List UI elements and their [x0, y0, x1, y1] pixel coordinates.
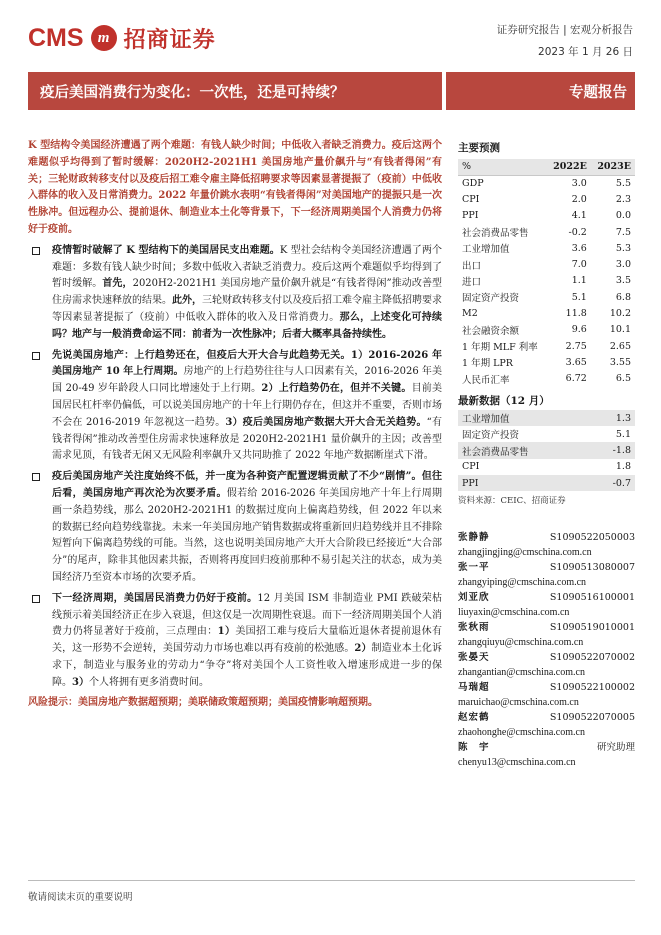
analyst-id: S1090522070002 [549, 652, 635, 663]
forecast-indicator: 进口 [462, 276, 482, 288]
recent-value: -0.7 [589, 475, 635, 491]
bullet-body: 目前美国居民杠杆率仍偏低，可以说美国房地产的十年上行期仍存在，但这并不重要，否则市场不会在 2016-2019 年忽视这一趋势。 [52, 383, 442, 428]
analyst-name: 张秋雨 [458, 622, 490, 633]
forecast-row [458, 322, 635, 338]
forecast-value-2023e: 3.5 [615, 275, 631, 287]
abstract: K 型结构令美国经济遭遇了两个难题：有钱人缺少时间；中低收入者缺乏消费力。疫后这两个难题似乎均得到了暂时缓解：2020H2-2021H1 美国房地产量价飙升与“有钱者得闲”有关；三轮财政转移支付以及疫后招工难令雇主降低招聘要求等因素显著提振了（疫前）中低收入群体的收入及日常消费力。2022 年量价跳水表明“有钱者得闲”对美国地产的提振只是一次性脉冲。但远程办公、提前退休、制造业本土化等背景下，下一经济周期美国个人消费力仍将好于疫前。 [28, 140, 442, 235]
bullet-lead: 下一经济周期，美国居民消费力仍好于疫前。 [52, 592, 258, 604]
recent-data-row [458, 475, 635, 491]
analyst-email-link[interactable]: zhangantian@cmschina.com.cn [458, 666, 585, 678]
footer-note: 敬请阅读末页的重要说明 [28, 892, 133, 903]
analyst-row [458, 530, 635, 546]
analyst-row [458, 590, 635, 606]
analyst-email-link[interactable]: liuyaxin@cmschina.com.cn [458, 606, 570, 618]
recent-indicator: 固定资产投资 [462, 430, 520, 442]
analyst-id: S1090519010001 [549, 622, 635, 633]
report-type: 专题报告 [569, 83, 627, 101]
forecast-value-2022e: -0.2 [568, 226, 587, 238]
forecast-row [458, 240, 635, 256]
forecast-value-2022e: 3.65 [565, 356, 587, 368]
forecast-row [458, 273, 635, 289]
bullet-lead: 3）疫后美国房地产数据大开大合无关趋势。 [225, 416, 427, 428]
bullet-paragraph-4 [28, 591, 442, 692]
forecast-col-2022e: 2022E [547, 159, 591, 175]
forecast-indicator: 社会融资余额 [462, 325, 520, 337]
analyst-id: S1090522100002 [549, 682, 635, 693]
forecast-value-2023e: 6.5 [615, 373, 631, 385]
main-column [28, 138, 442, 711]
forecast-col-2023e: 2023E [591, 159, 635, 175]
forecast-indicator: GDP [462, 177, 484, 189]
forecast-value-2023e: 3.0 [615, 259, 631, 271]
bullet-body: 房地产的上行趋势往往与人口因素有关，2016-2026 年美国 20-49 岁年龄段人口同比增速处于上行期。 [52, 366, 442, 395]
analyst-entry [458, 620, 635, 650]
forecast-row [458, 175, 635, 191]
forecast-value-2023e: 5.5 [615, 177, 631, 189]
forecast-value-2022e: 11.8 [565, 308, 587, 320]
forecast-indicator: 出口 [462, 260, 482, 272]
forecast-value-2022e: 4.1 [571, 210, 587, 222]
forecast-row [458, 338, 635, 354]
forecast-table [458, 159, 635, 387]
recent-indicator: PPI [458, 475, 589, 491]
company-logo [28, 20, 216, 56]
recent-value: 5.1 [615, 428, 631, 440]
analyst-id: S1090516100001 [549, 592, 635, 603]
report-type-bar [446, 72, 635, 110]
bullet-body: 个人将拥有更多消费时间。 [88, 676, 209, 688]
forecast-indicator: M2 [462, 308, 478, 320]
forecast-indicator: CPI [462, 193, 480, 205]
analyst-row [458, 650, 635, 666]
sidebar-forecast [458, 140, 635, 506]
analyst-id: 研究助理 [596, 742, 635, 753]
analyst-entry [458, 710, 635, 740]
forecast-indicator: 社会消费品零售 [462, 228, 529, 240]
analyst-id: S1090522070005 [549, 712, 635, 723]
risk-warning: 风险提示：美国房地产数据超预期；美联储政策超预期；美国疫情影响超预期。 [28, 696, 378, 708]
logo-mark-icon: m [91, 25, 117, 51]
recent-data-table [458, 410, 635, 491]
forecast-indicator: 1 年期 MLF 利率 [462, 342, 538, 354]
report-meta [497, 22, 633, 59]
bullet-body: “有钱者得闲”推动改善型住房需求快速释放是 2020H2-2021H1 量价飙升的主因；改善型需求见顶，有钱者无闲又无风险利率飙升又共同助推了 2022 年地产数据断崖式下滑。 [52, 416, 442, 462]
analyst-entry [458, 740, 635, 770]
analyst-name: 陈 宇 [458, 742, 490, 753]
analyst-entry [458, 590, 635, 620]
forecast-value-2023e: 10.1 [609, 324, 631, 336]
analyst-email-link[interactable]: chenyu13@cmschina.com.cn [458, 756, 576, 768]
bullet-body: 12 月美国 ISM 非制造业 PMI 跌破荣枯线预示着美国经济正在步入衰退，但这仅是一次周期性衰退。而下一经济周期美国个人消费力仍将显著好于疫前，三点理由： [52, 592, 443, 638]
analyst-list [458, 530, 635, 770]
recent-indicator: CPI [462, 461, 480, 473]
forecast-indicator: 人民币汇率 [462, 374, 510, 386]
forecast-row [458, 354, 635, 370]
forecast-value-2022e: 7.0 [571, 259, 587, 271]
forecast-heading: 主要预测 [458, 142, 500, 154]
recent-data-heading: 最新数据（12 月） [458, 394, 550, 407]
recent-data-row [458, 442, 635, 458]
analyst-email-link[interactable]: zhangyiping@cmschina.com.cn [458, 576, 587, 588]
bullet-body: K 型社会结构令美国经济遭遇了两个难题：多数有钱人缺少时间；多数中低收入者缺乏消费力。疫后这两个难题似乎均得到了暂时缓解。 [52, 244, 442, 290]
bullet-square-icon [32, 352, 40, 360]
forecast-value-2022e: 6.72 [565, 373, 587, 385]
bullet-lead: 疫后美国房地产关注度始终不低，并一度为各种资产配置逻辑贡献了不少“剧情”。但往后看，美国房地产再次沦为次要矛盾。 [52, 471, 442, 499]
forecast-value-2023e: 5.3 [615, 242, 631, 254]
analyst-email-link[interactable]: zhangqiuyu@cmschina.com.cn [458, 636, 584, 648]
forecast-value-2023e: 3.55 [609, 356, 631, 368]
recent-indicator: 社会消费品零售 [458, 442, 589, 458]
analyst-email-link[interactable]: maruichao@cmschina.com.cn [458, 696, 579, 708]
forecast-value-2022e: 5.1 [571, 291, 587, 303]
forecast-value-2022e: 3.0 [571, 177, 587, 189]
forecast-value-2023e: 7.5 [615, 226, 631, 238]
logo-en-text: CMS [28, 23, 84, 52]
bullet-lead: 此外， [172, 295, 202, 307]
analyst-entry [458, 650, 635, 680]
forecast-row [458, 371, 635, 387]
analyst-row [458, 680, 635, 696]
bullet-lead: 那么，上述变化可持续吗？地产与一般消费命运不同：前者为一次性脉冲；后者大概率具备持续性。 [52, 311, 443, 340]
recent-data-row [458, 410, 635, 426]
analyst-id: S1090522050003 [549, 532, 635, 543]
report-date: 2023 年 1 月 26 日 [538, 46, 633, 58]
recent-value: -1.8 [589, 442, 635, 458]
bullet-body: 三轮财政转移支付以及疫后招工难令雇主降低招聘要求等因素显著提振了（疫前）中低收入群体的收入及日常消费力。 [52, 295, 442, 323]
recent-data-row [458, 459, 635, 475]
recent-value: 1.3 [589, 410, 635, 426]
analyst-row [458, 740, 635, 756]
forecast-indicator: 固定资产投资 [462, 293, 520, 305]
analyst-email-link[interactable]: zhangjingjing@cmschina.com.cn [458, 546, 592, 558]
analyst-name: 马瑞超 [458, 682, 490, 693]
analyst-name: 张静静 [458, 532, 490, 543]
analyst-name: 赵宏鹤 [458, 712, 490, 723]
forecast-value-2022e: 3.6 [571, 242, 587, 254]
bullet-lead: 3） [72, 676, 89, 688]
forecast-value-2023e: 0.0 [615, 210, 631, 222]
forecast-value-2022e: 2.75 [565, 340, 587, 352]
forecast-value-2023e: 10.2 [609, 308, 631, 320]
analyst-entry [458, 560, 635, 590]
forecast-row [458, 191, 635, 207]
bullet-lead: 首先， [102, 278, 133, 290]
analyst-row [458, 620, 635, 636]
logo-cn-text: 招商证券 [123, 27, 216, 53]
forecast-row [458, 256, 635, 272]
bullet-body: 美国招工难与疫后大量临近退休者提前退休有关，这一形势不会逆转，美国劳动力市场也难以再有疫前的松弛感。 [52, 626, 443, 655]
bullet-body: 2020H2-2021H1 美国房地产量价飙升就是“有钱者得闲”推动改善型住房需求快速释放的结果。 [52, 278, 443, 307]
analyst-entry [458, 530, 635, 560]
bullet-square-icon [32, 473, 40, 481]
analyst-email-link[interactable]: zhaohonghe@cmschina.com.cn [458, 726, 585, 738]
bullet-square-icon [32, 247, 40, 255]
bullet-lead: 2） [354, 643, 372, 655]
forecast-indicator: 工业增加值 [462, 244, 510, 256]
report-title-bar [28, 72, 442, 110]
bullet-lead: 1） [217, 626, 236, 638]
analyst-id: S1090513080007 [549, 562, 635, 573]
analyst-row [458, 710, 635, 726]
report-title: 疫后美国消费行为变化：一次性，还是可持续？ [40, 83, 345, 101]
bullet-paragraph-3 [28, 469, 442, 587]
bullet-lead: 疫情暂时破解了 K 型结构下的美国居民支出难题。 [52, 244, 280, 256]
analyst-name: 刘亚欣 [458, 592, 490, 603]
bullet-paragraph-2 [28, 348, 442, 466]
forecast-value-2022e: 1.1 [571, 275, 587, 287]
report-category: 证券研究报告 | 宏观分析报告 [496, 24, 633, 36]
forecast-value-2023e: 2.3 [615, 193, 631, 205]
forecast-indicator: PPI [462, 210, 479, 222]
forecast-row [458, 305, 635, 321]
forecast-col-unit: % [458, 159, 547, 175]
recent-indicator: 工业增加值 [458, 410, 589, 426]
data-source: 资料来源：CEIC、招商证券 [458, 496, 566, 507]
bullet-square-icon [32, 595, 40, 603]
analyst-name: 张晏天 [458, 652, 490, 663]
forecast-value-2023e: 6.8 [615, 291, 631, 303]
analyst-row [458, 560, 635, 576]
forecast-value-2023e: 2.65 [609, 340, 631, 352]
forecast-header-row [458, 159, 635, 175]
forecast-row [458, 224, 635, 240]
footer-divider [28, 880, 635, 881]
forecast-indicator: 1 年期 LPR [462, 358, 513, 370]
bullet-body: 假若给 2016-2026 年美国房地产十年上行周期画一条趋势线，那么 2020H2-2021H1 的数据过度向上偏离趋势线，但 2022 年以来的数据已经向趋势线靠拢。未来一年美国房地产销售数据或将重新回归趋势线并且不排除短暂向下偏离趋势线的可能。当然，这也说明美国房地产大开大合阶段已经接近“大合部分”的尾声，除非其他因素共振，否则将再度回归疫前那种不易引起关注的状态，成为美国经济乃至资本市场的次要矛盾。 [52, 487, 443, 583]
forecast-row [458, 208, 635, 224]
forecast-value-2022e: 2.0 [571, 193, 587, 205]
recent-data-row [458, 426, 635, 442]
analyst-entry [458, 680, 635, 710]
forecast-value-2022e: 9.6 [571, 324, 587, 336]
bullet-body: 制造业本土化诉求下，制造业与服务业的劳动力“争夺”将对美国个人工资性收入增速形成进一步的保障。 [52, 643, 443, 688]
analyst-name: 张一平 [458, 562, 490, 573]
forecast-row [458, 289, 635, 305]
bullet-lead: 先说美国房地产：上行趋势还在，但疫后大开大合与此趋势无关。1）2016-2026 年美国房地产 10 年上行周期。 [52, 349, 442, 378]
recent-value: 1.8 [615, 461, 631, 473]
bullet-paragraph-1 [28, 243, 442, 344]
bullet-lead: 2）上行趋势仍在，但并不关键。 [261, 383, 412, 395]
